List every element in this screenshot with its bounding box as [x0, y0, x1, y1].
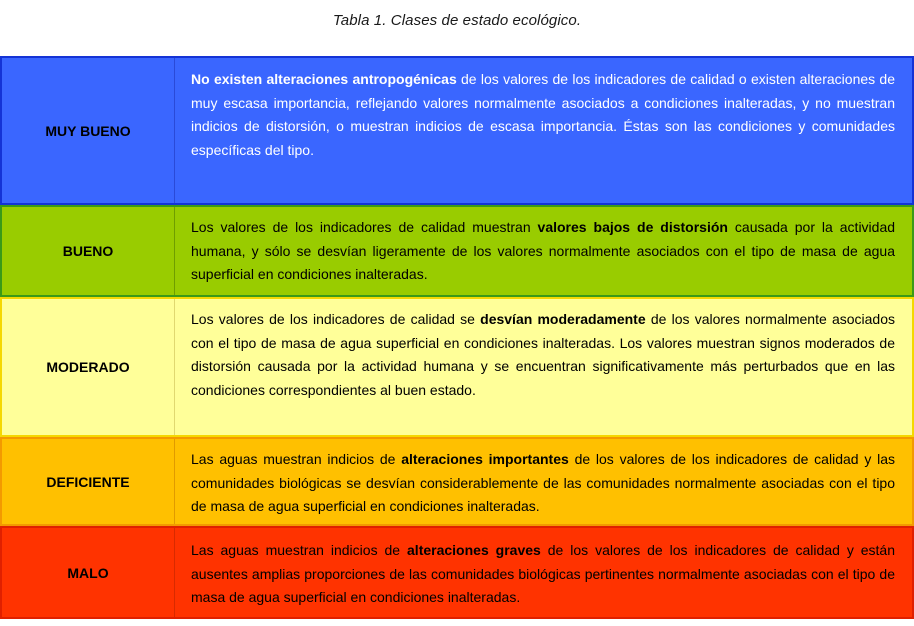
description-highlight: valores bajos de distorsión: [537, 219, 728, 235]
table-row-malo: [0, 526, 914, 619]
description-text: Las aguas muestran indicios de: [191, 451, 402, 467]
description-text: Las aguas muestran indicios de: [191, 542, 408, 558]
table-row-bueno: [0, 205, 914, 297]
class-description: [174, 207, 912, 295]
table-row-muy-bueno: [0, 56, 914, 205]
class-label: BUENO: [62, 243, 114, 259]
table-caption: Tabla 1. Clases de estado ecológico.: [332, 12, 582, 29]
description-text: de los valores de los indicadores de calidad y están ausentes amplias proporciones de las comunidades biológicas pertinentes normalmente asociadas con el tipo de masa de agua superficial en condiciones inalteradas.: [191, 542, 896, 606]
description-highlight: alteraciones importantes: [401, 451, 569, 467]
description-text: de los valores de los indicadores de calidad o existen alteraciones de muy escasa importancia, reflejando valores normalmente asociados a condiciones inalteradas, y no muestran indicios de distorsión, o muestran indicios de escasa importancia. Éstas son las condiciones y comunidades específicas del tipo.: [191, 71, 895, 158]
description-highlight: desvían moderadamente: [480, 311, 646, 327]
class-description: [174, 439, 912, 524]
table-row-deficiente: [0, 437, 914, 526]
description-highlight: alteraciones graves: [407, 542, 541, 558]
class-description: [174, 528, 912, 617]
class-label: DEFICIENTE: [46, 473, 130, 490]
class-description: [174, 299, 912, 435]
class-label: MODERADO: [46, 359, 130, 375]
class-label: MALO: [67, 564, 109, 581]
description-text: Los valores de los indicadores de calidad muestran: [191, 219, 538, 235]
description-highlight: No existen alteraciones antropogénicas: [191, 71, 457, 87]
class-description: [174, 58, 912, 203]
description-text: de los valores de los indicadores de calidad y las comunidades biológicas se desvían considerablemente de las comunidades normalmente asociadas con el tipo de masa de agua superficial en condiciones inalteradas.: [191, 451, 895, 515]
description-text: Los valores de los indicadores de calidad se: [191, 311, 481, 327]
class-label: MUY BUENO: [45, 122, 131, 139]
description-text: de los valores normalmente asociados con el tipo de masa de agua superficial en condiciones inalteradas. Los valores muestran signos moderados de distorsión causada por la actividad humana y se encuentran significativamente más perturbados que en las condiciones correspondientes al buen estado.: [191, 311, 896, 398]
table-row-moderado: [0, 297, 914, 437]
description-text: causada por la actividad humana, y sólo se desvían ligeramente de los valores normalmente asociados con el tipo de masa de agua superficial en condiciones inalteradas.: [191, 219, 896, 283]
